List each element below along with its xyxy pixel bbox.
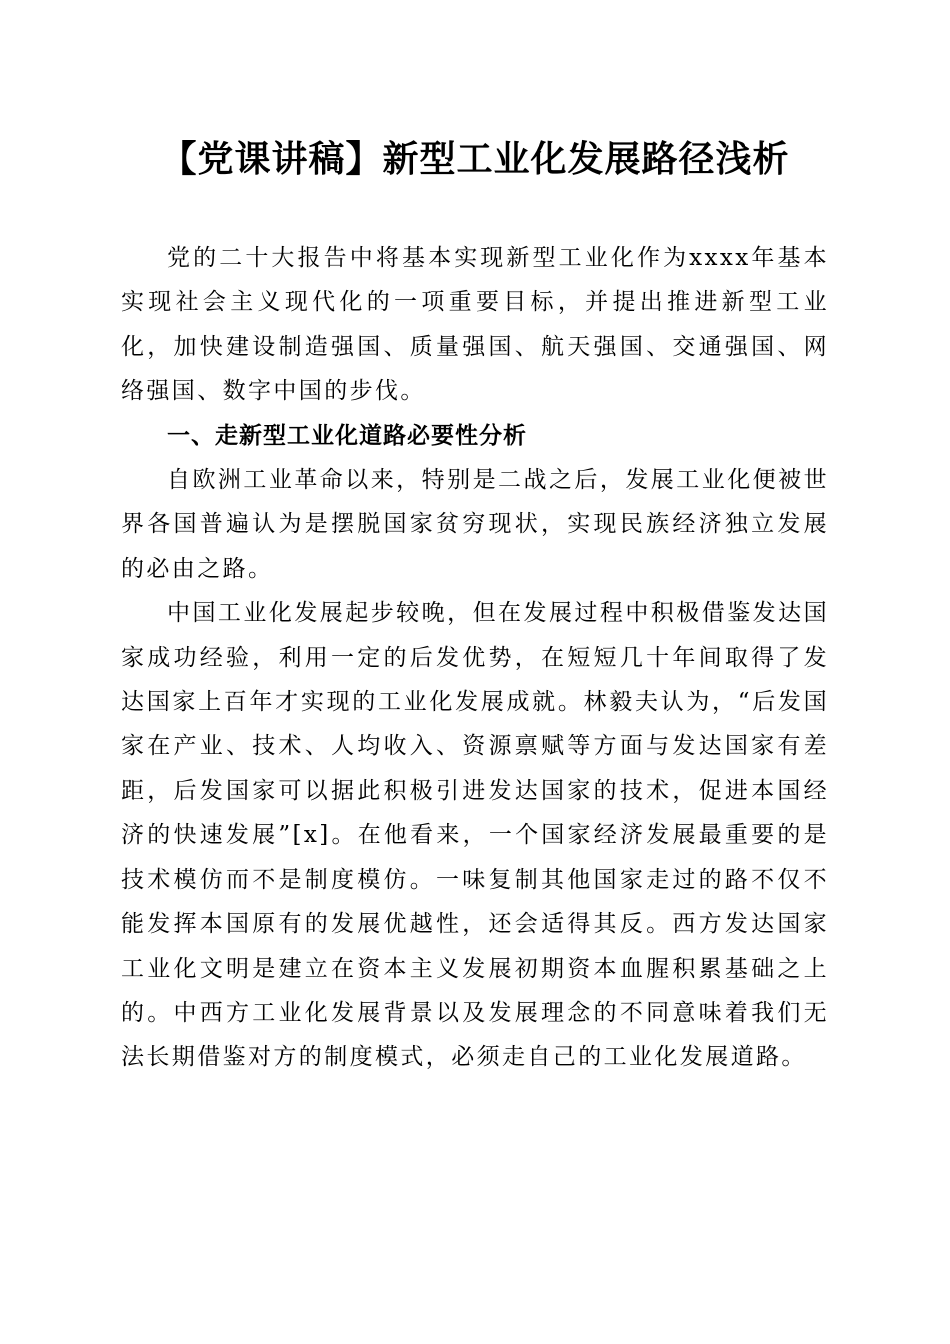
document-title: 【党课讲稿】新型工业化发展路径浅析 [160,139,790,180]
section-heading: 一、走新型工业化道路必要性分析 [167,422,527,449]
intro-paragraph: 党的二十大报告中将基本实现新型工业化作为xxxx年基本实现社会主义现代化的一项重要目标，并提出推进新型工业化，加快建设制造强国、质量强国、航天强国、交通强国、网络强国、数字中国的步伐。 [121,245,829,405]
document-body [121,236,829,1080]
section-paragraph: 自欧洲工业革命以来，特别是二战之后，发展工业化便被世界各国普遍认为是摆脱国家贫穷现状，实现民族经济独立发展的必由之路。 [121,467,829,582]
section-paragraph: 中国工业化发展起步较晚，但在发展过程中积极借鉴发达国家成功经验，利用一定的后发优势，在短短几十年间取得了发达国家上百年才实现的工业化发展成就。林毅夫认为，“后发国家在产业、技术、人均收入、资源禀赋等方面与发达国家有差距，后发国家可以据此积极引进发达国家的技术，促进本国经济的快速发展”[x]。在他看来，一个国家经济发展最重要的是技术模仿而不是制度模仿。一味复制其他国家走过的路不仅不能发挥本国原有的发展优越性，还会适得其反。西方发达国家工业化文明是建立在资本主义发展初期资本血腥积累基础之上的。中西方工业化发展背景以及发展理念的不同意味着我们无法长期借鉴对方的制度模式，必须走自己的工业化发展道路。 [121,600,829,1071]
